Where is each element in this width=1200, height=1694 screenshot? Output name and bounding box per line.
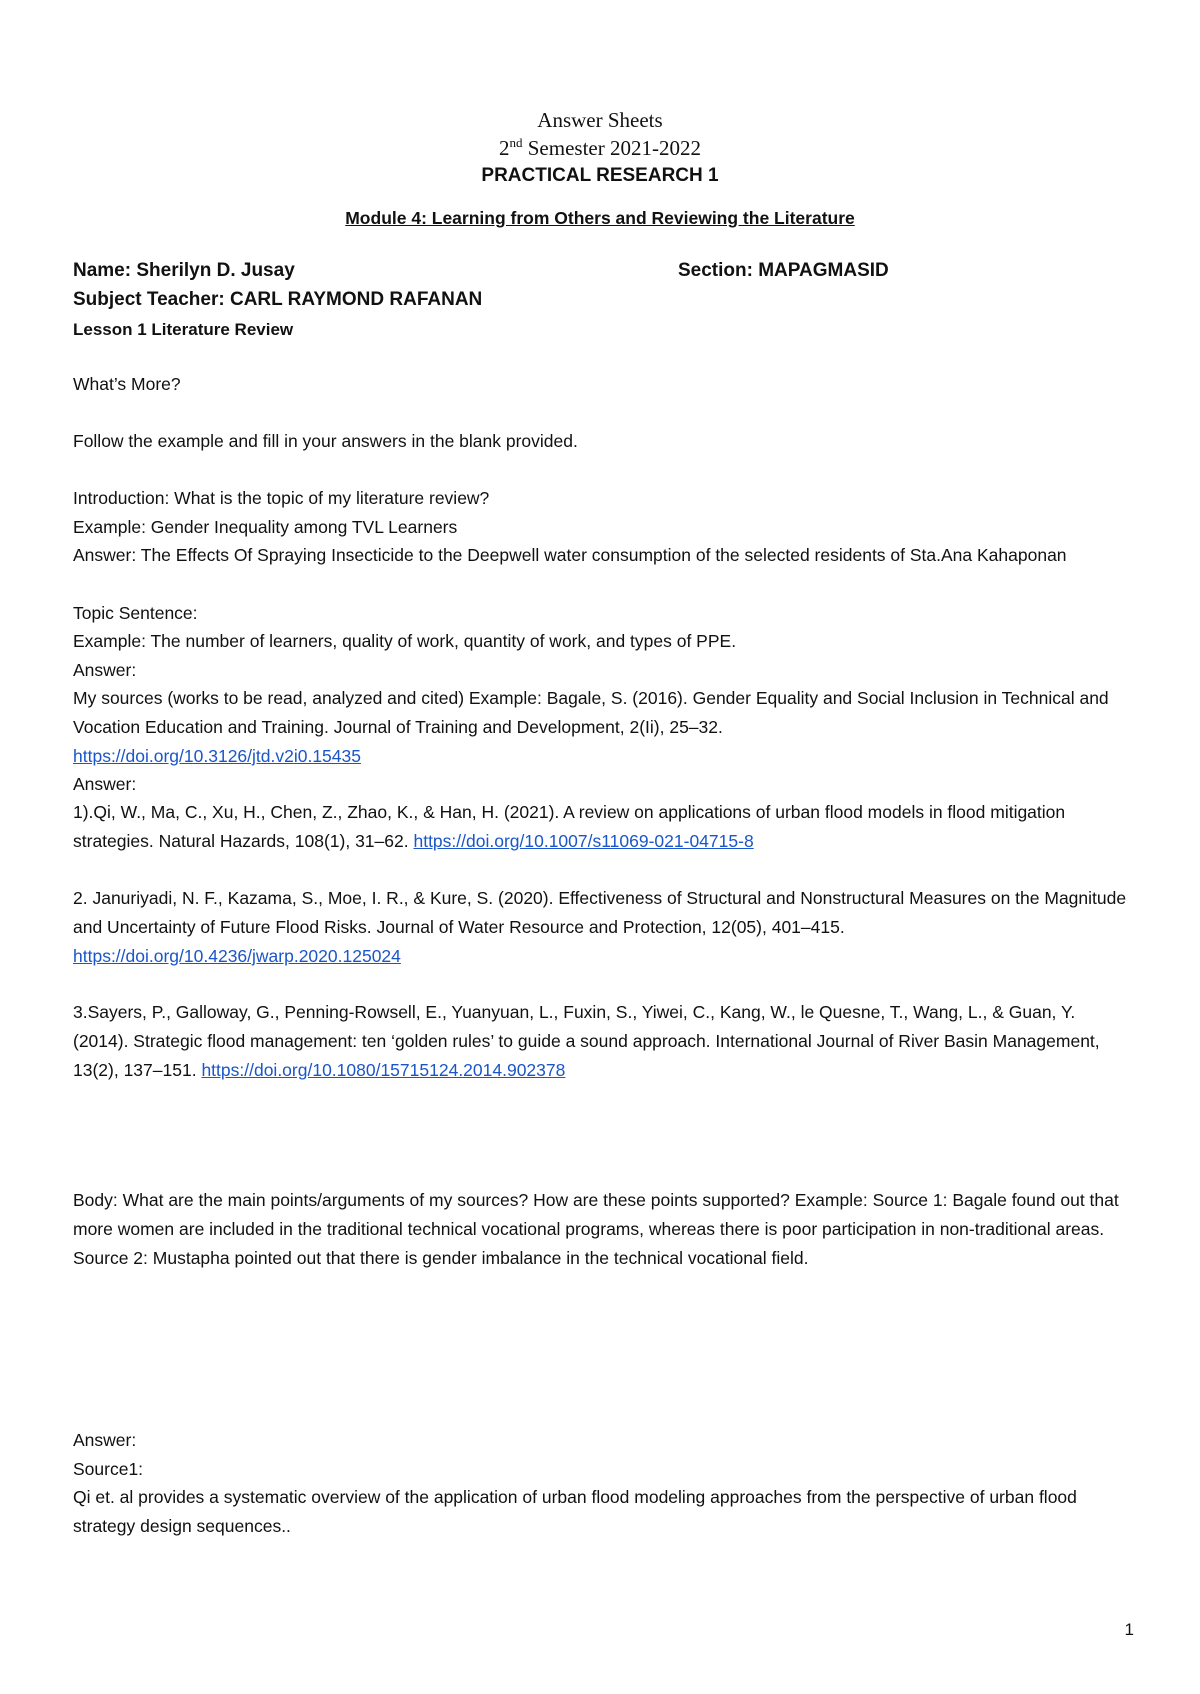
source1-answer: Qi et. al provides a systematic overview of the application of urban flood modeling approaches from the perspective of urban flood strategy design sequences.. (73, 1487, 1077, 1536)
subject-teacher: Subject Teacher: CARL RAYMOND RAFANAN (73, 289, 483, 310)
whats-more-heading: What’s More? (73, 374, 181, 394)
sources-example-link[interactable]: https://doi.org/10.3126/jtd.v2i0.15435 (73, 746, 361, 766)
module-title: Module 4: Learning from Others and Reviewing the Literature (345, 208, 855, 228)
student-section: Section: MAPAGMASID (678, 260, 889, 281)
reference-1 (73, 798, 1133, 856)
answer-label: Answer: (73, 660, 137, 680)
reference-3 (73, 998, 1133, 1085)
reference-2-link[interactable]: https://doi.org/10.4236/jwarp.2020.125024 (73, 946, 401, 966)
reference-2 (73, 884, 1133, 971)
topic-sentence-label: Topic Sentence: (73, 603, 198, 623)
answer-label-2: Answer: (73, 774, 137, 794)
reference-2-text: 2. Januriyadi, N. F., Kazama, S., Moe, I. R., & Kure, S. (2020). Effectiveness of Structural and Nonstructural Measures on the Magnitude and Uncertainty of Future Flood Risks. Journal of Water Resource and Protection, 12(05), 401–415. (73, 888, 1127, 937)
intro-example: Example: Gender Inequality among TVL Learners (73, 517, 458, 537)
semester-line (0, 136, 1200, 161)
semester-suffix: nd (509, 135, 523, 150)
student-name: Name: Sherilyn D. Jusay (73, 260, 295, 281)
lesson-title: Lesson 1 Literature Review (73, 320, 294, 339)
page-number: 1 (1124, 1620, 1134, 1639)
intro-answer: Answer: The Effects Of Spraying Insecticide to the Deepwell water consumption of the selected residents of Sta.Ana Kahaponan (73, 545, 1067, 565)
intro-question: Introduction: What is the topic of my literature review? (73, 488, 490, 508)
reference-3-link[interactable]: https://doi.org/10.1080/15715124.2014.902378 (201, 1060, 566, 1080)
reference-1-link[interactable]: https://doi.org/10.1007/s11069-021-04715-8 (413, 831, 754, 851)
answer-label-3: Answer: (73, 1430, 137, 1450)
instruction-text: Follow the example and fill in your answers in the blank provided. (73, 431, 578, 451)
body-question: Body: What are the main points/arguments of my sources? How are these points supported? Example: Source 1: Bagale found out that more women are included in the traditional technical vocational programs, whereas there is poor participation in non-traditional areas. Source 2: Mustapha pointed out that there is gender imbalance in the technical vocational field. (73, 1190, 1119, 1268)
semester-number: 2 (499, 136, 510, 160)
reference-3-text: 3.Sayers, P., Galloway, G., Penning-Rowsell, E., Yuanyuan, L., Fuxin, S., Yiwei, C., Kang, W., le Quesne, T., Wang, L., & Guan, Y. (2014). Strategic flood management: ten ‘golden rules’ to guide a sound approach. International Journal of River Basin Management, 13(2), 137–151. (73, 1002, 1100, 1080)
reference-1-text: 1).Qi, W., Ma, C., Xu, H., Chen, Z., Zhao, K., & Han, H. (2021). A review on applications of urban flood models in flood mitigation strategies. Natural Hazards, 108(1), 31–62. (73, 802, 1066, 851)
sources-example-text: My sources (works to be read, analyzed and cited) Example: Bagale, S. (2016). Gender Equality and Social Inclusion in Technical and Vocation Education and Training. Journal of Training and Development, 2(Ii), 25–32. (73, 688, 1109, 737)
doc-title: Answer Sheets (537, 108, 663, 132)
sources-example (73, 684, 1133, 771)
semester-text: Semester 2021-2022 (522, 136, 701, 160)
source1-label: Source1: (73, 1459, 144, 1479)
topic-example: Example: The number of learners, quality of work, quantity of work, and types of PPE. (73, 631, 737, 651)
subject-title: PRACTICAL RESEARCH 1 (481, 165, 719, 186)
